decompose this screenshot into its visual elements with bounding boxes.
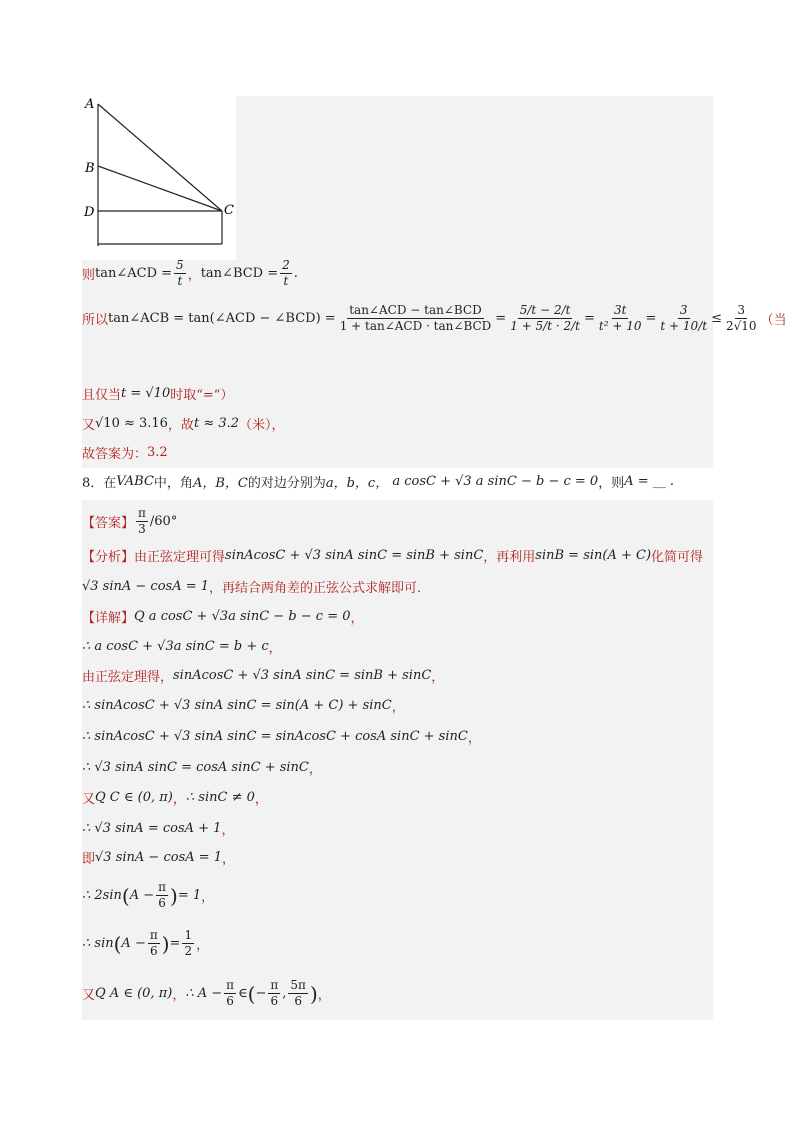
equality-line: 且仅当 t = √10 时取“=”） — [82, 386, 234, 403]
fraction: $\frac{\text{tan∠ACD − tan∠BCD}}{\text{1 + tan∠ACD · tan∠BCD}}$ — [339, 303, 492, 333]
detail-line-5: ∴ sinAcosC + √3 sinA sinC = sinAcosC + cosA sinC + sinC ， — [82, 729, 481, 746]
detail-line-4: ∴ sinAcosC + √3 sinA sinC = sin(A + C) + sinC ， — [82, 698, 405, 715]
tan-values-line: 则 tan∠ACD = $\frac{5}{t}$ ， tan∠BCD = $\frac{2}{t}$ . — [82, 258, 298, 288]
fraction: $\frac{3}{2√10}$ — [725, 303, 757, 333]
question-8: 8．在 VABC 中，角 A，B，C 的对边分别为 a，b，c， a cosC + √3 a sinC − b − c = 0 ，则 A = __ . — [82, 474, 675, 491]
approx-line: 又 √10 ≈ 3.16 ，故 t ≈ 3.2 （米）， — [82, 416, 285, 433]
fraction: $\frac{5}{t}$ — [176, 258, 184, 288]
tan-acb-line: 所以 tan∠ACB = tan(∠ACD − ∠BCD) = $\frac{\text{tan∠ACD − tan∠BCD}}{\text{1 + tan∠ACD · tan∠BCD}}$ = $\frac{5/t - 2/t}{1 + 5/t \cdot 2/t}$ = $\frac{3t}{\text{t² + 10}}$ = $\frac{3}{t + 10/t}$ ≤ $\frac{3}{2√10}$ （当 — [82, 303, 787, 333]
fraction: $\frac{2}{t}$ — [282, 258, 290, 288]
answer-line: 故答案为： 3.2 — [82, 445, 168, 462]
answer-tag-line: 【答案】 $\frac{\pi}{3}$ /60° — [82, 506, 178, 536]
detail-line-8: ∴ √3 sinA = cosA + 1 ， — [82, 821, 235, 838]
analysis-line-1: 【分析】 由正弦定理可得 sinAcosC + √3 sinA sinC = sinB + sinC ，再利用 sinB = sin(A + C) 化简可得 — [82, 548, 704, 565]
label-c: C — [224, 203, 234, 218]
label-b: B — [85, 161, 95, 176]
fraction: $\frac{3}{t + 10/t}$ — [660, 303, 708, 333]
solution-band-1 — [82, 260, 713, 468]
detail-line-6: ∴ √3 sinA sinC = cosA sinC + sinC ， — [82, 760, 322, 777]
analysis-line-2: √3 sinA − cosA = 1 ，再结合两角差的正弦公式求解即可． — [82, 579, 431, 596]
figure-band — [236, 96, 713, 260]
triangle-figure — [82, 94, 238, 246]
detail-line-1: 【详解】 Q a cosC + √3a sinC − b − c = 0 ， — [82, 609, 364, 626]
detail-line-10: ∴ 2sin ( A − $\frac{\pi}{6}$ ) = 1 ， — [82, 880, 215, 910]
detail-line-3: 由正弦定理得， sinAcosC + √3 sinA sinC = sinB + sinC ， — [82, 668, 445, 685]
detail-line-7: 又 Q C ∈ (0, π) ， ∴ sinC ≠ 0 ， — [82, 790, 268, 807]
label-d: D — [84, 205, 95, 220]
detail-line-12: 又 Q A ∈ (0, π) ， ∴ A − $\frac{\pi}{6}$ ∈ ( − $\frac{\pi}{6}$ , $\frac{5\pi}{6}$ ) ， — [82, 978, 331, 1008]
label-a: A — [85, 97, 95, 112]
fraction: $\frac{3t}{\text{t² + 10}}$ — [598, 303, 642, 333]
detail-line-2: ∴ a cosC + √3a sinC = b + c ， — [82, 639, 282, 656]
detail-line-11: ∴ sin ( A − $\frac{\pi}{6}$ ) = $\frac{1}{2}$ ， — [82, 928, 210, 958]
fraction-compound: $\frac{5/t - 2/t}{1 + 5/t \cdot 2/t}$ — [510, 303, 580, 333]
detail-line-9: 即 √3 sinA − cosA = 1 ， — [82, 850, 236, 867]
